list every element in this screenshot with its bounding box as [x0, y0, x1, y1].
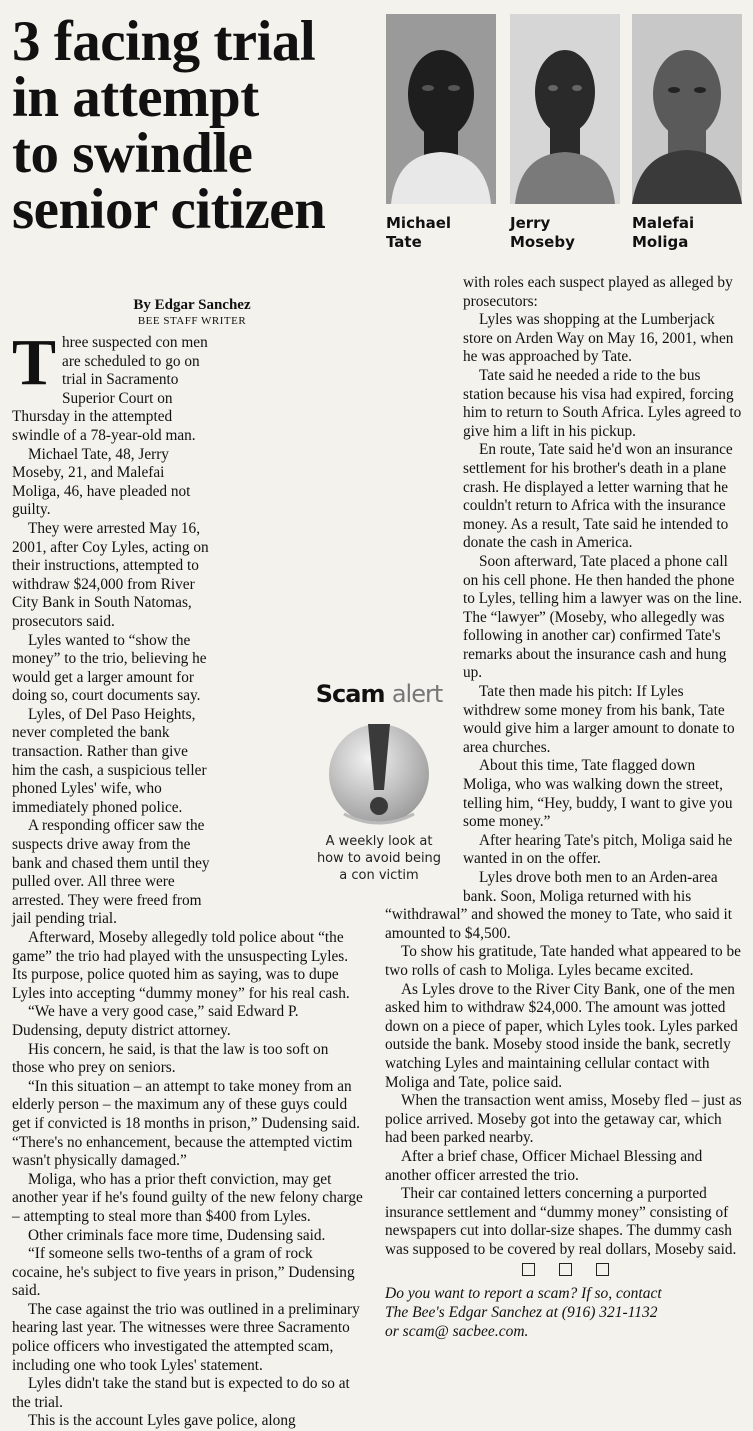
scam-alert-caption: A weekly look at how to avoid being a con victim [316, 834, 442, 883]
scam-alert-box [312, 680, 446, 884]
paragraph: Afterward, Moseby allegedly told police about “the game” the trio had played with the unsuspecting Lyles. Its purpose, police quoted him as saying, was to dupe Lyles into accepting “dummy money” for his real cash. [12, 929, 350, 1002]
headline-line-2: in attempt [12, 66, 259, 129]
headline [12, 10, 372, 241]
paragraph: Soon afterward, Tate placed a phone call on his cell phone. He then handed the phone to Lyles, telling him a lawyer was on the line. The “lawyer” (Moseby, who allegedly was following in another car) confirmed Tate's remarks about the insurance cash and hung up. [463, 552, 743, 682]
byline [12, 296, 372, 328]
paragraph: The case against the trio was outlined in a preliminary hearing last year. The witnesses were three Sacramento police officers who investigated the attempted scam, including one who took Lyles' statement. [12, 1300, 360, 1374]
paragraph: Tate then made his pitch: If Lyles withdrew some money from his bank, Tate would give him a larger amount to donate to area churches. [463, 683, 735, 756]
scam-alert-title: Scam alert [315, 680, 443, 708]
paragraph: Other criminals face more time, Dudensing said. [28, 1226, 326, 1244]
paragraph: About this time, Tate flagged down Moliga, who was walking down the street, telling him, “Hey, buddy, I want to give you some money.” [463, 757, 733, 831]
paragraph: with roles each suspect played as alleged by prosecutors: [463, 274, 733, 310]
mugshot-tate [386, 14, 496, 204]
paragraph: Lyles drove both men to an Arden-area bank. Soon, Moliga returned with his “withdrawal” and showed the money to Tate, who said it amounted to $4,500. [385, 869, 732, 942]
paragraph: This is the account Lyles gave police, along [28, 1412, 296, 1430]
end-marks [385, 1263, 745, 1282]
byline-name: By Edgar Sanchez [133, 297, 251, 313]
contact-info: Do you want to report a scam? If so, contact The Bee's Edgar Sanchez at (916) 321-1132 or scam@ sacbee.com. [385, 1285, 662, 1341]
byline-org: BEE STAFF WRITER [137, 315, 247, 327]
headline-line-1: 3 facing trial [12, 10, 316, 73]
headline-line-4: senior citizen [12, 178, 326, 241]
exclamation-shield-icon [324, 714, 434, 829]
paragraph: To show his gratitude, Tate handed what appeared to be two rolls of cash to Moliga. Lyles became excited. [385, 943, 741, 979]
paragraph: His concern, he said, is that the law is too soft on those who prey on seniors. [12, 1040, 329, 1077]
caption-tate: Michael Tate [386, 214, 452, 251]
paragraph: Three suspected con men are scheduled to go on trial in Sacramento Superior Court on Thursday in the attempted swindle of a 78-year-old man. [12, 326, 208, 444]
paragraph: “We have a very good case,” said Edward P. Dudensing, deputy district attorney. [12, 1003, 299, 1039]
paragraph: When the transaction went amiss, Moseby fled – just as police arrived. Moseby got into the getaway car, which had been parked nearby. [385, 1092, 742, 1147]
drop-cap: T [12, 326, 57, 399]
paragraph: A responding officer saw the suspects drive away from the bank and chased them until they pulled over. All three were arrested. They were freed from jail pending trial. [12, 817, 210, 928]
caption-moliga: Malefai Moliga [632, 214, 695, 251]
paragraph: Michael Tate, 48, Jerry Moseby, 21, and Malefai Moliga, 46, have pleaded not guilty. [12, 445, 191, 519]
paragraph: Lyles didn't take the stand but is expected to do so at the trial. [12, 1375, 350, 1411]
paragraph: Their car contained letters concerning a purported insurance settlement and “dummy money” consisting of newspapers cut into dollar-size shapes. The dummy cash was supposed to be covered by real dollars, Moseby said. [385, 1185, 737, 1258]
caption-moseby: Jerry Moseby [510, 214, 575, 251]
paragraph: “If someone sells two-tenths of a gram of rock cocaine, he's subject to five years in prison,” Dudensing said. [12, 1245, 355, 1300]
mugshot-moliga [632, 14, 742, 204]
paragraph: Moliga, who has a prior theft conviction, may get another year if he's found guilty of the new felony charge – attempting to steal more than $400 from Lyles. [12, 1170, 363, 1225]
paragraph: Lyles, of Del Paso Heights, never completed the bank transaction. Rather than give him the cash, a suspicious teller phoned Lyles' wife, who immediately phoned police. [12, 705, 207, 816]
paragraph: As Lyles drove to the River City Bank, one of the men asked him to withdraw $24,000. The amount was jotted down on a piece of paper, which Lyles took. Lyles parked outside the bank. Moseby stood inside the bank, secretly watching Lyles and maintaining cellular contact with Moliga and Tate, police said. [385, 980, 738, 1091]
paragraph: After hearing Tate's pitch, Moliga said he wanted in on the offer. [463, 831, 733, 868]
paragraph: Lyles wanted to “show the money” to the trio, believing he would get a larger amount for doing so, court documents say. [12, 631, 207, 705]
paragraph: They were arrested May 16, 2001, after Coy Lyles, acting on their instructions, attempted to withdraw $24,000 from River City Bank in South Natomas, prosecutors said. [12, 519, 209, 630]
headline-line-3: to swindle [12, 122, 253, 185]
mugshot-moseby [510, 14, 620, 204]
paragraph: En route, Tate said he'd won an insurance settlement for his brother's death in a plane crash. He displayed a letter warning that he couldn't return to Africa with the insurance money. As a result, Tate said he intended to donate the cash in America. [463, 441, 733, 552]
paragraph: Lyles was shopping at the Lumberjack store on Arden Way on May 16, 2001, when he was approached by Tate. [463, 311, 734, 366]
paragraph: “In this situation – an attempt to take money from an elderly person – the maximum any of these guys could get if convicted is 18 months in prison,” Dudensing said. “There's no enhancement, because the attempted victim wasn't physically damaged.” [12, 1077, 360, 1170]
paragraph: After a brief chase, Officer Michael Blessing and another officer arrested the trio. [385, 1147, 703, 1184]
mugshots [386, 14, 746, 254]
paragraph: Tate said he needed a ride to the bus station because his visa had expired, forcing him to return to South Africa. Lyles agreed to give him a lift in his pickup. [463, 366, 742, 440]
